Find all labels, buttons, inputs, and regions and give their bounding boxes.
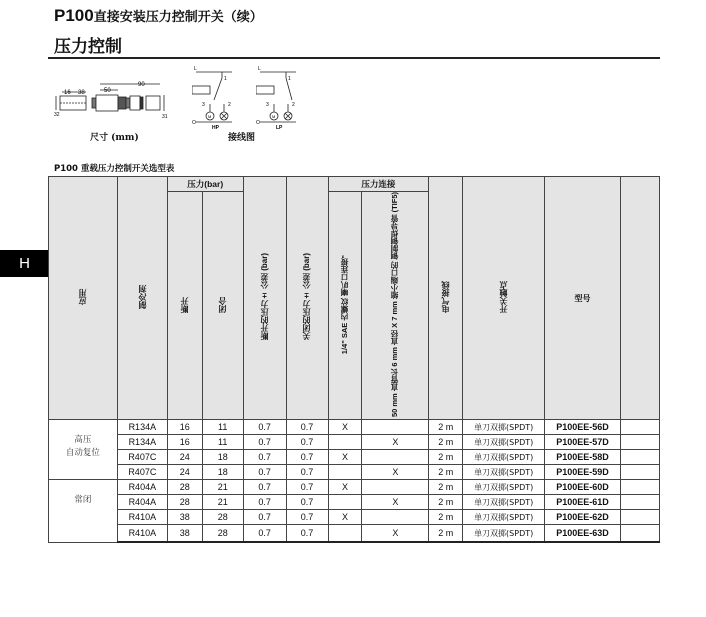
- dim-label-38: 38: [78, 90, 85, 96]
- wiring-diagram-lp: [256, 64, 306, 130]
- cell-cable: 2 m: [429, 495, 463, 510]
- cell-cable: 2 m: [429, 525, 463, 543]
- cell-conn-sae: [328, 465, 362, 480]
- cell-blank: [621, 465, 660, 480]
- cell-close-tolerance: 0.7: [286, 525, 328, 543]
- cell-conn-sae: [328, 495, 362, 510]
- cell-open-tolerance: 0.7: [243, 495, 286, 510]
- cell-close-tolerance: 0.7: [286, 450, 328, 465]
- header-conn-sae: 1/4" SAE 内螺纹 喇叭口连接": [328, 192, 362, 420]
- wiring-hp-terminal-o: O: [192, 120, 196, 126]
- wiring-lp-terminal-o: O: [256, 120, 260, 126]
- cell-model: P100EE-61D: [545, 495, 621, 510]
- cell-model: P100EE-62D: [545, 510, 621, 525]
- section-tab-h: H: [0, 250, 49, 277]
- cell-conn-tube: X: [362, 495, 429, 510]
- header-refrigerant: 制冷剂: [117, 177, 167, 420]
- wiring-caption: 接线图: [228, 133, 256, 143]
- cell-contact: 单刀双掷(SPDT): [463, 525, 545, 543]
- header-contact: 开关触点: [463, 177, 545, 420]
- wiring-lp-terminal-l: L: [258, 66, 261, 72]
- cell-model: P100EE-63D: [545, 525, 621, 543]
- cell-conn-tube: [362, 480, 429, 495]
- dim-label-16: 16: [64, 90, 71, 96]
- cell-conn-tube: [362, 420, 429, 435]
- cell-cable: 2 m: [429, 510, 463, 525]
- cell-close-tolerance: 0.7: [286, 465, 328, 480]
- cell-application: [49, 480, 118, 543]
- cell-contact: 单刀双掷(SPDT): [463, 450, 545, 465]
- wiring-hp-terminal-3: 3: [202, 102, 205, 108]
- table-row: [49, 510, 660, 525]
- cell-refrigerant: R404A: [117, 480, 167, 495]
- table-row: [49, 420, 660, 435]
- header-open-tolerance: 断开的压力± 公差 (bar): [243, 177, 286, 420]
- header-connection-group: 压力连接: [328, 177, 429, 192]
- cell-cut-in: 11: [202, 420, 243, 435]
- header-application: 应用: [49, 177, 118, 420]
- cell-close-tolerance: 0.7: [286, 495, 328, 510]
- cell-cut-in: 21: [202, 480, 243, 495]
- dim-label-31: 31: [162, 114, 168, 120]
- header-cut-in: 闭合: [202, 192, 243, 420]
- cell-conn-tube: X: [362, 435, 429, 450]
- cell-cut-out: 24: [167, 465, 202, 480]
- cell-model: P100EE-57D: [545, 435, 621, 450]
- wiring-hp-terminal-l: L: [194, 66, 197, 72]
- cell-model: P100EE-60D: [545, 480, 621, 495]
- cell-open-tolerance: 0.7: [243, 435, 286, 450]
- cell-contact: 单刀双掷(SPDT): [463, 495, 545, 510]
- wiring-diagram-hp: [192, 64, 242, 130]
- cell-contact: 单刀双掷(SPDT): [463, 480, 545, 495]
- wiring-hp-motor: M: [208, 114, 212, 119]
- header-close-tolerance: 关闭的压力± 公差 (bar): [286, 177, 328, 420]
- section-subtitle: 压力控制: [54, 37, 122, 57]
- cell-open-tolerance: 0.7: [243, 480, 286, 495]
- table-title: P100 重载压力控制开关选型表: [54, 164, 175, 174]
- header-cable: 电气接线: [429, 177, 463, 420]
- cell-refrigerant: R134A: [117, 420, 167, 435]
- cell-blank: [621, 495, 660, 510]
- dim-label-32: 32: [54, 112, 60, 118]
- cell-cut-out: 28: [167, 480, 202, 495]
- cell-contact: 单刀双掷(SPDT): [463, 420, 545, 435]
- header-conn-tube: 50 mm 直管长 6 mm 直径 X 7 mm 缩小端口的 铜制铜焊导管 (TIF5): [362, 192, 429, 420]
- dimension-drawing: [54, 80, 174, 130]
- wiring-lp-label: LP: [276, 125, 283, 130]
- cell-cut-out: 16: [167, 435, 202, 450]
- cell-close-tolerance: 0.7: [286, 480, 328, 495]
- cell-cable: 2 m: [429, 465, 463, 480]
- cell-conn-sae: X: [328, 420, 362, 435]
- table-row: [49, 450, 660, 465]
- wiring-hp-terminal-2: 2: [228, 102, 231, 108]
- cell-refrigerant: R410A: [117, 525, 167, 543]
- cell-open-tolerance: 0.7: [243, 450, 286, 465]
- selection-table: [48, 176, 660, 543]
- dimension-caption: 尺寸 (mm): [90, 133, 139, 143]
- table-row: [49, 525, 660, 543]
- cell-cut-in: 11: [202, 435, 243, 450]
- cell-open-tolerance: 0.7: [243, 420, 286, 435]
- cell-conn-tube: [362, 510, 429, 525]
- cell-cut-out: 28: [167, 495, 202, 510]
- cell-conn-sae: [328, 435, 362, 450]
- cell-refrigerant: R410A: [117, 510, 167, 525]
- wiring-lp-motor: M: [272, 114, 276, 119]
- wiring-lp-terminal-3: 3: [266, 102, 269, 108]
- cell-cut-in: 28: [202, 525, 243, 543]
- cell-cable: 2 m: [429, 450, 463, 465]
- header-cut-out: 断开: [167, 192, 202, 420]
- cell-conn-sae: [328, 525, 362, 543]
- cell-open-tolerance: 0.7: [243, 525, 286, 543]
- cell-refrigerant: R407C: [117, 465, 167, 480]
- header-pressure-group: 压力(bar): [167, 177, 243, 192]
- cell-model: P100EE-58D: [545, 450, 621, 465]
- cell-cut-out: 16: [167, 420, 202, 435]
- dim-label-50: 50: [104, 88, 111, 94]
- table-row: [49, 435, 660, 450]
- header-blank: [621, 177, 660, 420]
- cell-cut-in: 21: [202, 495, 243, 510]
- page-title: [54, 6, 263, 26]
- cell-conn-tube: [362, 450, 429, 465]
- cell-cut-in: 18: [202, 465, 243, 480]
- cell-cable: 2 m: [429, 420, 463, 435]
- cell-conn-sae: X: [328, 480, 362, 495]
- cell-cut-in: 18: [202, 450, 243, 465]
- cell-cable: 2 m: [429, 480, 463, 495]
- wiring-lp-terminal-2: 2: [292, 102, 295, 108]
- wiring-lp-terminal-1: 1: [288, 76, 291, 82]
- cell-cable: 2 m: [429, 435, 463, 450]
- title-rule: [48, 57, 660, 59]
- title-text: 直接安装压力控制开关（续）: [93, 10, 263, 25]
- cell-close-tolerance: 0.7: [286, 435, 328, 450]
- application-line: 常闭: [74, 495, 92, 506]
- cell-blank: [621, 435, 660, 450]
- cell-blank: [621, 525, 660, 543]
- cell-model: P100EE-59D: [545, 465, 621, 480]
- cell-conn-sae: X: [328, 510, 362, 525]
- table-row: [49, 495, 660, 510]
- cell-close-tolerance: 0.7: [286, 510, 328, 525]
- cell-contact: 单刀双掷(SPDT): [463, 510, 545, 525]
- cell-open-tolerance: 0.7: [243, 465, 286, 480]
- table-row: [49, 465, 660, 480]
- cell-blank: [621, 510, 660, 525]
- cell-contact: 单刀双掷(SPDT): [463, 435, 545, 450]
- cell-refrigerant: R134A: [117, 435, 167, 450]
- cell-refrigerant: R407C: [117, 450, 167, 465]
- cell-blank: [621, 480, 660, 495]
- header-model: 型号: [545, 177, 621, 420]
- dim-label-90: 90: [138, 82, 145, 88]
- cell-application: [49, 420, 118, 480]
- cell-blank: [621, 420, 660, 435]
- application-line: 自动复位: [65, 448, 100, 459]
- table-row: [49, 480, 660, 495]
- cell-cut-out: 38: [167, 510, 202, 525]
- cell-cut-out: 38: [167, 525, 202, 543]
- wiring-hp-terminal-1: 1: [224, 76, 227, 82]
- cell-model: P100EE-56D: [545, 420, 621, 435]
- cell-close-tolerance: 0.7: [286, 420, 328, 435]
- cell-cut-out: 24: [167, 450, 202, 465]
- cell-conn-tube: X: [362, 465, 429, 480]
- wiring-hp-label: HP: [212, 125, 219, 130]
- cell-open-tolerance: 0.7: [243, 510, 286, 525]
- cell-conn-tube: X: [362, 525, 429, 543]
- cell-conn-sae: X: [328, 450, 362, 465]
- cell-contact: 单刀双掷(SPDT): [463, 465, 545, 480]
- cell-cut-in: 28: [202, 510, 243, 525]
- cell-blank: [621, 450, 660, 465]
- title-model-prefix: P100: [54, 6, 94, 25]
- application-line: 高压: [74, 435, 92, 446]
- cell-refrigerant: R404A: [117, 495, 167, 510]
